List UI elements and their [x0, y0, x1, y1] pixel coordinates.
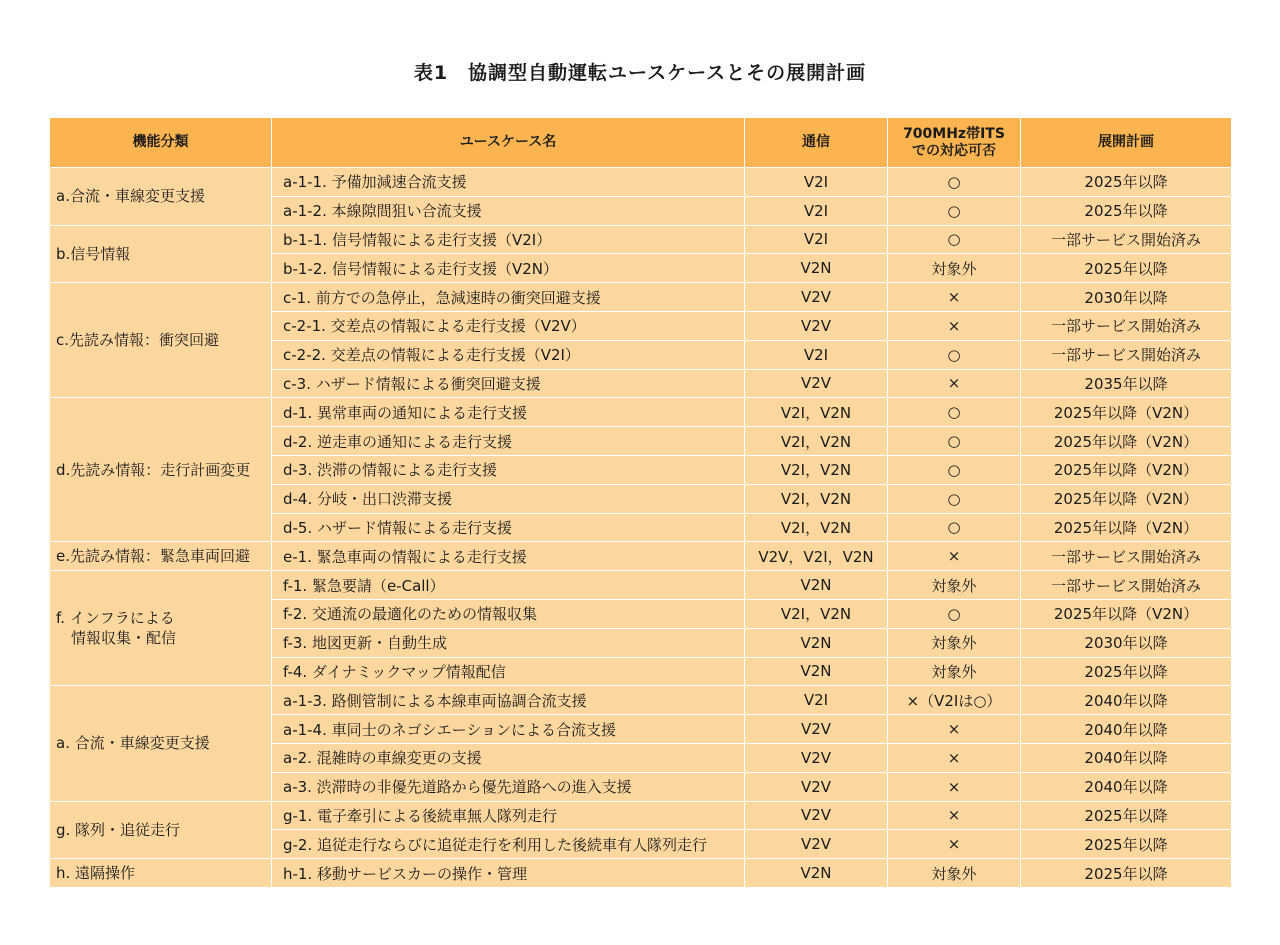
- table-row: [50, 801, 1232, 830]
- category-label: c.先読み情報：衝突回避: [56, 331, 220, 350]
- category-label: f. インフラによる: [56, 609, 175, 628]
- its-cell: ○: [888, 398, 1021, 427]
- comm-cell: V2V: [745, 743, 888, 772]
- comm-cell: V2I，V2N: [745, 427, 888, 456]
- comm-cell: V2I，V2N: [745, 484, 888, 513]
- header-its-line2: での対応可否: [912, 142, 996, 159]
- its-cell: ×: [888, 743, 1021, 772]
- usecase-cell: a-1-2. 本線隙間狙い合流支援: [272, 196, 745, 225]
- table-row: [50, 283, 1232, 312]
- comm-cell: V2I: [745, 340, 888, 369]
- header-row: [50, 118, 1232, 168]
- usecase-cell: d-5. ハザード情報による走行支援: [272, 513, 745, 542]
- comm-cell: V2I，V2N: [745, 398, 888, 427]
- usecase-cell: c-1. 前方での急停止，急減速時の衝突回避支援: [272, 283, 745, 312]
- header-its: [888, 118, 1021, 168]
- usecase-cell: g-1. 電子牽引による後続車無人隊列走行: [272, 801, 745, 830]
- plan-cell: 2040年以降: [1021, 686, 1232, 715]
- plan-cell: 2030年以降: [1021, 283, 1232, 312]
- plan-cell: 2025年以降: [1021, 196, 1232, 225]
- table-body: [50, 168, 1232, 888]
- comm-cell: V2I: [745, 686, 888, 715]
- comm-cell: V2N: [745, 628, 888, 657]
- usecase-cell: a-1-3. 路側管制による本線車両協調合流支援: [272, 686, 745, 715]
- category-label: e.先読み情報：緊急車両回避: [56, 547, 250, 566]
- category-label: a.合流・車線変更支援: [56, 187, 205, 206]
- plan-cell: 一部サービス開始済み: [1021, 311, 1232, 340]
- usecase-table: [49, 117, 1232, 888]
- comm-cell: V2I，V2N: [745, 455, 888, 484]
- comm-cell: V2N: [745, 657, 888, 686]
- usecase-cell: d-4. 分岐・出口渋滞支援: [272, 484, 745, 513]
- table-title: 表1 協調型自動運転ユースケースとその展開計画: [413, 62, 867, 84]
- category-label: 情報収集・配信: [71, 629, 177, 648]
- category-cell: [50, 283, 272, 398]
- plan-cell: 2035年以降: [1021, 369, 1232, 398]
- table-row: [50, 686, 1232, 715]
- category-label: a. 合流・車線変更支援: [56, 734, 210, 753]
- comm-cell: V2V，V2I，V2N: [745, 542, 888, 571]
- comm-cell: V2V: [745, 311, 888, 340]
- category-cell: [50, 571, 272, 686]
- header-comm: 通信: [745, 118, 888, 168]
- category-cell: [50, 859, 272, 888]
- usecase-cell: h-1. 移動サービスカーの操作・管理: [272, 859, 745, 888]
- comm-cell: V2N: [745, 859, 888, 888]
- category-cell: [50, 168, 272, 226]
- plan-cell: 一部サービス開始済み: [1021, 571, 1232, 600]
- header-usecase: ユースケース名: [272, 118, 745, 168]
- usecase-cell: c-2-1. 交差点の情報による走行支援（V2V）: [272, 311, 745, 340]
- category-label: b.信号情報: [56, 244, 131, 263]
- plan-cell: 2040年以降: [1021, 715, 1232, 744]
- usecase-cell: e-1. 緊急車両の情報による走行支援: [272, 542, 745, 571]
- usecase-cell: c-2-2. 交差点の情報による走行支援（V2I）: [272, 340, 745, 369]
- category-label: d.先読み情報：走行計画変更: [56, 460, 251, 479]
- plan-cell: 2025年以降: [1021, 859, 1232, 888]
- plan-cell: 一部サービス開始済み: [1021, 225, 1232, 254]
- plan-cell: 2025年以降（V2N）: [1021, 398, 1232, 427]
- category-cell: [50, 686, 272, 801]
- category-cell: [50, 542, 272, 571]
- usecase-cell: d-1. 異常車両の通知による走行支援: [272, 398, 745, 427]
- usecase-cell: b-1-1. 信号情報による走行支援（V2I）: [272, 225, 745, 254]
- plan-cell: 2040年以降: [1021, 772, 1232, 801]
- plan-cell: 一部サービス開始済み: [1021, 542, 1232, 571]
- its-cell: ○: [888, 340, 1021, 369]
- its-cell: ○: [888, 196, 1021, 225]
- comm-cell: V2V: [745, 772, 888, 801]
- category-label: h. 遠隔操作: [56, 864, 136, 883]
- comm-cell: V2I: [745, 168, 888, 197]
- category-cell: [50, 225, 272, 283]
- table-row: [50, 571, 1232, 600]
- its-cell: ○: [888, 513, 1021, 542]
- usecase-cell: a-1-1. 予備加減速合流支援: [272, 168, 745, 197]
- comm-cell: V2I，V2N: [745, 599, 888, 628]
- plan-cell: 2040年以降: [1021, 743, 1232, 772]
- header-category: 機能分類: [50, 118, 272, 168]
- usecase-cell: f-2. 交通流の最適化のための情報収集: [272, 599, 745, 628]
- plan-cell: 2025年以降: [1021, 657, 1232, 686]
- usecase-cell: a-1-4. 車同士のネゴシエーションによる合流支援: [272, 715, 745, 744]
- plan-cell: 2025年以降: [1021, 254, 1232, 283]
- usecase-cell: f-1. 緊急要請（e-Call）: [272, 571, 745, 600]
- its-cell: ×: [888, 801, 1021, 830]
- its-cell: ×: [888, 830, 1021, 859]
- its-cell: ○: [888, 427, 1021, 456]
- its-cell: ×: [888, 369, 1021, 398]
- its-cell: ○: [888, 455, 1021, 484]
- plan-cell: 2030年以降: [1021, 628, 1232, 657]
- comm-cell: V2V: [745, 830, 888, 859]
- table-row: [50, 398, 1232, 427]
- table-row: [50, 859, 1232, 888]
- its-cell: ×: [888, 715, 1021, 744]
- usecase-cell: d-2. 逆走車の通知による走行支援: [272, 427, 745, 456]
- plan-cell: 2025年以降（V2N）: [1021, 513, 1232, 542]
- usecase-cell: g-2. 追従走行ならびに追従走行を利用した後続車有人隊列走行: [272, 830, 745, 859]
- its-cell: ○: [888, 168, 1021, 197]
- its-cell: ×: [888, 542, 1021, 571]
- plan-cell: 2025年以降（V2N）: [1021, 599, 1232, 628]
- header-plan: 展開計画: [1021, 118, 1232, 168]
- comm-cell: V2I: [745, 196, 888, 225]
- table-row: [50, 168, 1232, 197]
- category-cell: [50, 801, 272, 859]
- usecase-cell: d-3. 渋滞の情報による走行支援: [272, 455, 745, 484]
- comm-cell: V2V: [745, 801, 888, 830]
- plan-cell: 2025年以降: [1021, 830, 1232, 859]
- comm-cell: V2I: [745, 225, 888, 254]
- its-cell: ×: [888, 311, 1021, 340]
- its-cell: ○: [888, 225, 1021, 254]
- usecase-cell: a-3. 渋滞時の非優先道路から優先道路への進入支援: [272, 772, 745, 801]
- table-row: [50, 225, 1232, 254]
- its-cell: ○: [888, 484, 1021, 513]
- its-cell: ○: [888, 599, 1021, 628]
- its-cell: 対象外: [888, 859, 1021, 888]
- its-cell: 対象外: [888, 657, 1021, 686]
- usecase-cell: f-3. 地図更新・自動生成: [272, 628, 745, 657]
- usecase-cell: f-4. ダイナミックマップ情報配信: [272, 657, 745, 686]
- usecase-cell: c-3. ハザード情報による衝突回避支援: [272, 369, 745, 398]
- its-cell: 対象外: [888, 571, 1021, 600]
- its-cell: ×: [888, 283, 1021, 312]
- category-cell: [50, 398, 272, 542]
- its-cell: 対象外: [888, 628, 1021, 657]
- plan-cell: 2025年以降（V2N）: [1021, 427, 1232, 456]
- category-label: g. 隊列・追従走行: [56, 820, 181, 839]
- comm-cell: V2V: [745, 369, 888, 398]
- table-row: [50, 542, 1232, 571]
- comm-cell: V2V: [745, 283, 888, 312]
- comm-cell: V2N: [745, 571, 888, 600]
- comm-cell: V2I，V2N: [745, 513, 888, 542]
- plan-cell: 2025年以降（V2N）: [1021, 484, 1232, 513]
- its-cell: ×（V2Iは○）: [888, 686, 1021, 715]
- comm-cell: V2V: [745, 715, 888, 744]
- its-cell: ×: [888, 772, 1021, 801]
- plan-cell: 2025年以降: [1021, 168, 1232, 197]
- plan-cell: 2025年以降（V2N）: [1021, 455, 1232, 484]
- usecase-cell: b-1-2. 信号情報による走行支援（V2N）: [272, 254, 745, 283]
- header-its-line1: 700MHz帯ITS: [903, 125, 1005, 142]
- plan-cell: 一部サービス開始済み: [1021, 340, 1232, 369]
- usecase-cell: a-2. 混雑時の車線変更の支援: [272, 743, 745, 772]
- plan-cell: 2025年以降: [1021, 801, 1232, 830]
- comm-cell: V2N: [745, 254, 888, 283]
- its-cell: 対象外: [888, 254, 1021, 283]
